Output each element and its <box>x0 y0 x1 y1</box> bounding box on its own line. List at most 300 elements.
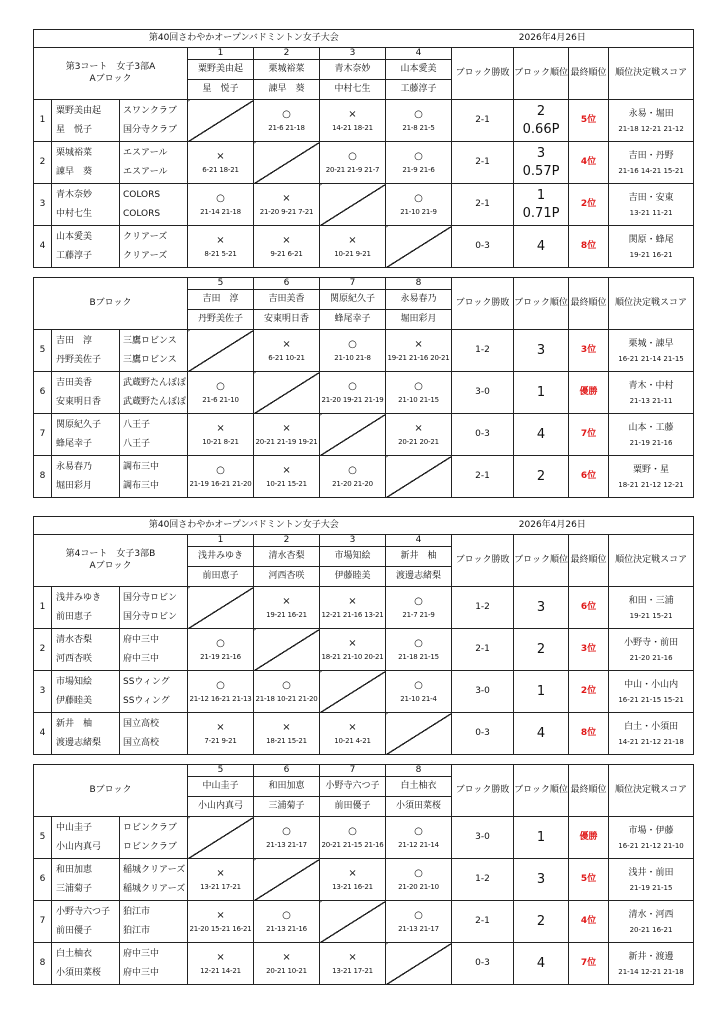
self-match-cell <box>188 100 254 142</box>
column-player-name: 浅井みゆき <box>197 551 243 562</box>
match-score: 21-9 21-6 <box>402 165 435 174</box>
win-mark: ○ <box>282 679 291 691</box>
match-score: 10-21 4-21 <box>334 736 371 745</box>
match-result-cell <box>188 901 254 943</box>
header-row-numbers <box>34 765 694 777</box>
block-rank <box>514 330 569 372</box>
column-number: 5 <box>188 278 254 290</box>
match-score: 21-20 21-20 <box>332 479 373 488</box>
playoff-game-scores: 21-19 21-15 <box>629 883 673 892</box>
player-name: 河西杏咲 <box>56 653 93 664</box>
final-rank: 4位 <box>569 901 609 943</box>
match-score: 21-19 21-16 <box>200 652 241 661</box>
match-score: 21-20 19-21 21-19 <box>321 395 384 404</box>
club-name: 府中三中 <box>123 634 160 645</box>
loss-mark: × <box>348 108 357 120</box>
player-name: 白土柚衣 <box>56 948 93 959</box>
block-win-loss: 2-1 <box>452 901 514 943</box>
pair-clubs <box>120 587 188 629</box>
playoff-game-scores: 18-21 21-12 12-21 <box>618 480 684 489</box>
playoff-opponent: 清水・河西 <box>628 909 674 920</box>
column-pair <box>254 290 320 330</box>
match-result-cell <box>320 330 386 372</box>
match-score: 21-12 21-14 <box>398 840 439 849</box>
player-name: 栗城裕菜 <box>56 147 93 158</box>
final-rank: 6位 <box>569 587 609 629</box>
club-name: 国分寺ロビン <box>123 592 178 603</box>
pair-names <box>52 100 120 142</box>
match-result-cell <box>386 901 452 943</box>
row-number: 3 <box>34 184 52 226</box>
club-name: スワンクラブ <box>123 105 177 116</box>
block-win-loss: 3-0 <box>452 817 514 859</box>
win-mark: ○ <box>216 380 225 392</box>
match-score: 21-10 21-8 <box>334 353 371 362</box>
player-name: 安東明日香 <box>56 396 102 407</box>
self-match-cell <box>254 142 320 184</box>
playoff-game-scores: 20-21 16-21 <box>629 925 673 934</box>
block-win-loss: 2-1 <box>452 629 514 671</box>
match-result-cell <box>320 142 386 184</box>
player-name: 星 悦子 <box>56 124 93 135</box>
loss-mark: × <box>216 951 225 963</box>
playoff-opponent: 吉田・安東 <box>628 192 674 203</box>
playoff-score-header: 順位決定戦スコア <box>609 48 694 100</box>
playoff-opponent: 新井・渡邊 <box>628 951 674 962</box>
playoff-score <box>609 456 694 498</box>
player-name: 吉田 淳 <box>56 335 93 346</box>
self-match-cell <box>188 817 254 859</box>
playoff-score <box>609 587 694 629</box>
loss-mark: × <box>282 595 291 607</box>
player-name: 前田恵子 <box>56 611 93 622</box>
self-match-cell <box>320 901 386 943</box>
playoff-score <box>609 943 694 985</box>
event-date: 2026年4月26日 <box>452 30 694 48</box>
column-player-name: 渡邊志緒梨 <box>386 566 451 586</box>
match-result-cell <box>254 713 320 755</box>
player-name: 山本愛美 <box>56 231 93 242</box>
column-player-name: 堀田彩月 <box>386 309 451 329</box>
rank-header: ブロック順位 <box>514 48 569 100</box>
pair-row <box>34 901 694 943</box>
match-score: 6-21 10-21 <box>268 353 305 362</box>
win-mark: ○ <box>216 464 225 476</box>
club-name: 府中三中 <box>123 653 160 664</box>
column-player-name: 安東明日香 <box>254 309 319 329</box>
playoff-score <box>609 330 694 372</box>
club-name: 狛江市 <box>123 925 151 936</box>
column-player-name: 関原紀久子 <box>330 294 376 305</box>
column-number: 1 <box>188 48 254 60</box>
playoff-game-scores: 19-21 16-21 <box>629 250 673 259</box>
block-rank <box>514 100 569 142</box>
loss-mark: × <box>348 721 357 733</box>
column-number: 2 <box>254 48 320 60</box>
club-name: COLORS <box>123 189 161 200</box>
player-name: 蜂尾幸子 <box>56 438 93 449</box>
match-result-cell <box>386 859 452 901</box>
playoff-game-scores: 16-21 21-15 15-21 <box>618 695 684 704</box>
pair-row <box>34 943 694 985</box>
final-rank: 優勝 <box>569 817 609 859</box>
block-rank-value: 2 <box>536 468 546 484</box>
playoff-game-scores: 21-13 21-11 <box>629 396 673 405</box>
win-mark: ○ <box>348 338 357 350</box>
self-match-cell <box>188 330 254 372</box>
pair-clubs <box>120 330 188 372</box>
player-name: 丹野美佐子 <box>56 354 102 365</box>
pair-names <box>52 372 120 414</box>
match-result-cell <box>386 142 452 184</box>
column-player-name: 丹野美佐子 <box>188 309 253 329</box>
court-title: 第4コート 女子3部B <box>65 549 156 560</box>
final-rank: 5位 <box>569 859 609 901</box>
win-mark: ○ <box>414 595 423 607</box>
pair-names <box>52 456 120 498</box>
player-name: 渡邊志緒梨 <box>56 737 102 748</box>
block-rank-value: 1 <box>536 187 546 203</box>
match-score: 21-6 21-10 <box>202 395 239 404</box>
win-mark: ○ <box>348 825 357 837</box>
club-name: COLORS <box>123 208 161 219</box>
self-match-cell <box>320 671 386 713</box>
block-title <box>34 535 188 587</box>
match-result-cell <box>254 330 320 372</box>
pair-names <box>52 943 120 985</box>
match-score: 21-19 16-21 21-20 <box>189 479 252 488</box>
match-score: 21-7 21-9 <box>402 610 435 619</box>
match-result-cell <box>188 859 254 901</box>
column-player-name: 栗城裕菜 <box>268 64 305 75</box>
final-rank: 8位 <box>569 713 609 755</box>
final-rank: 8位 <box>569 226 609 268</box>
club-name: 狛江市 <box>123 906 151 917</box>
club-name: 国立高校 <box>123 737 160 748</box>
playoff-game-scores: 21-14 12-21 21-18 <box>618 967 684 976</box>
block-win-loss: 3-0 <box>452 372 514 414</box>
row-number: 4 <box>34 713 52 755</box>
playoff-opponent: 吉田・丹野 <box>628 150 674 161</box>
rank-point: 0.71P <box>522 205 560 221</box>
match-result-cell <box>386 184 452 226</box>
playoff-opponent: 栗城・諌早 <box>628 338 674 349</box>
block-rank <box>514 226 569 268</box>
playoff-game-scores: 21-18 12-21 21-12 <box>618 124 684 133</box>
column-number: 2 <box>254 535 320 547</box>
player-name: 中山圭子 <box>56 822 93 833</box>
match-result-cell <box>386 414 452 456</box>
column-player-name: 永易春乃 <box>400 294 437 305</box>
header-row-numbers <box>34 535 694 547</box>
match-score: 21-10 21-15 <box>398 395 439 404</box>
loss-mark: × <box>348 637 357 649</box>
block-title <box>34 278 188 330</box>
match-result-cell <box>188 713 254 755</box>
row-number: 2 <box>34 142 52 184</box>
block-rank-value: 4 <box>536 955 546 971</box>
match-result-cell <box>188 142 254 184</box>
pair-names <box>52 226 120 268</box>
block-rank-value: 2 <box>536 103 546 119</box>
loss-mark: × <box>282 234 291 246</box>
playoff-game-scores: 16-21 21-12 21-10 <box>618 841 684 850</box>
column-player-name: 新井 柚 <box>400 551 437 562</box>
match-result-cell <box>188 414 254 456</box>
column-pair <box>320 60 386 100</box>
column-player-name: 中山圭子 <box>202 781 239 792</box>
block-rank <box>514 372 569 414</box>
row-number: 5 <box>34 817 52 859</box>
pair-clubs <box>120 671 188 713</box>
playoff-score <box>609 713 694 755</box>
win-mark: ○ <box>414 380 423 392</box>
player-name: 浅井みゆき <box>56 592 102 603</box>
playoff-score <box>609 100 694 142</box>
column-pair <box>320 777 386 817</box>
club-name: クリアーズ <box>123 250 168 261</box>
pair-names <box>52 859 120 901</box>
column-pair <box>320 290 386 330</box>
column-number: 5 <box>188 765 254 777</box>
match-score: 21-18 10-21 21-20 <box>255 694 318 703</box>
pair-row <box>34 817 694 859</box>
loss-mark: × <box>348 951 357 963</box>
column-pair <box>188 547 254 587</box>
win-mark: ○ <box>282 825 291 837</box>
match-result-cell <box>254 226 320 268</box>
pair-names <box>52 671 120 713</box>
rank-header: ブロック順位 <box>514 535 569 587</box>
final-rank: 7位 <box>569 943 609 985</box>
match-result-cell <box>386 629 452 671</box>
playoff-score-header: 順位決定戦スコア <box>609 535 694 587</box>
club-name: 八王子 <box>123 419 151 430</box>
column-player-name: 星 悦子 <box>188 79 253 99</box>
self-match-cell <box>386 943 452 985</box>
player-name: 小野寺六つ子 <box>56 906 111 917</box>
column-number: 7 <box>320 278 386 290</box>
match-result-cell <box>386 587 452 629</box>
final-rank: 7位 <box>569 414 609 456</box>
column-player-name: 粟野美由起 <box>197 64 243 75</box>
column-number: 6 <box>254 765 320 777</box>
column-number: 4 <box>386 48 452 60</box>
win-mark: ○ <box>216 637 225 649</box>
block-rank <box>514 629 569 671</box>
header-row-numbers <box>34 278 694 290</box>
pair-row <box>34 142 694 184</box>
club-name: SSウィング <box>123 676 170 687</box>
club-name: 三鷹ロビンス <box>123 354 177 365</box>
column-player-name: 前田優子 <box>320 796 385 816</box>
block-title <box>34 48 188 100</box>
self-match-cell <box>386 456 452 498</box>
win-mark: ○ <box>216 192 225 204</box>
pair-names <box>52 713 120 755</box>
loss-mark: × <box>348 234 357 246</box>
match-score: 21-13 21-17 <box>266 840 307 849</box>
match-result-cell <box>188 456 254 498</box>
block-table <box>33 516 694 755</box>
column-pair <box>386 777 452 817</box>
playoff-game-scores: 19-21 15-21 <box>629 611 673 620</box>
block-rank-value: 3 <box>536 599 546 615</box>
playoff-score <box>609 184 694 226</box>
player-name: 小須田菜桜 <box>56 967 102 978</box>
column-pair <box>254 547 320 587</box>
match-result-cell <box>254 100 320 142</box>
match-score: 21-14 21-18 <box>200 207 241 216</box>
match-result-cell <box>188 372 254 414</box>
match-score: 21-18 21-15 <box>398 652 439 661</box>
column-player-name: 青木奈妙 <box>334 64 371 75</box>
match-score: 21-10 21-4 <box>400 694 437 703</box>
match-result-cell <box>188 629 254 671</box>
block-win-loss: 0-3 <box>452 713 514 755</box>
player-name: 青木奈妙 <box>56 189 93 200</box>
self-match-cell <box>188 587 254 629</box>
row-number: 8 <box>34 456 52 498</box>
column-player-name: 市場知絵 <box>334 551 371 562</box>
pair-clubs <box>120 859 188 901</box>
club-name: 調布三中 <box>123 461 160 472</box>
row-number: 6 <box>34 372 52 414</box>
loss-mark: × <box>216 234 225 246</box>
playoff-opponent: 青木・中村 <box>628 380 674 391</box>
match-score: 21-13 21-16 <box>266 924 307 933</box>
playoff-opponent: 粟野・星 <box>633 464 670 475</box>
block-rank-value: 4 <box>536 725 546 741</box>
win-mark: ○ <box>414 637 423 649</box>
match-score: 18-21 21-10 20-21 <box>321 652 384 661</box>
block-table <box>33 277 694 498</box>
win-mark: ○ <box>414 909 423 921</box>
club-name: 武蔵野たんぽぽ <box>123 396 187 407</box>
win-mark: ○ <box>348 150 357 162</box>
block-win-loss: 1-2 <box>452 859 514 901</box>
match-score: 13-21 16-21 <box>332 882 373 891</box>
block-rank <box>514 713 569 755</box>
playoff-game-scores: 21-16 14-21 15-21 <box>618 166 684 175</box>
column-player-name: 工藤淳子 <box>386 79 451 99</box>
wl-header: ブロック勝敗 <box>452 278 514 330</box>
loss-mark: × <box>282 951 291 963</box>
self-match-cell <box>254 859 320 901</box>
pair-row <box>34 372 694 414</box>
column-player-name: 白土柚衣 <box>400 781 437 792</box>
club-name: 稲城クリアーズ <box>123 883 186 894</box>
match-result-cell <box>320 629 386 671</box>
win-mark: ○ <box>414 679 423 691</box>
event-date: 2026年4月26日 <box>452 517 694 535</box>
wl-header: ブロック勝敗 <box>452 48 514 100</box>
final-rank: 4位 <box>569 142 609 184</box>
pair-clubs <box>120 943 188 985</box>
club-name: 国分寺クラブ <box>123 124 178 135</box>
block-win-loss: 3-0 <box>452 671 514 713</box>
row-number: 6 <box>34 859 52 901</box>
club-name: エスアール <box>123 147 168 158</box>
playoff-opponent: 関原・蜂尾 <box>628 234 674 245</box>
match-result-cell <box>386 330 452 372</box>
win-mark: ○ <box>414 192 423 204</box>
match-score: 12-21 14-21 <box>200 966 241 975</box>
row-number: 7 <box>34 901 52 943</box>
match-result-cell <box>386 100 452 142</box>
column-player-name: 吉田 淳 <box>202 294 239 305</box>
block-rank <box>514 943 569 985</box>
block-rank-value: 3 <box>536 145 546 161</box>
block-rank-value: 3 <box>536 342 546 358</box>
pair-clubs <box>120 100 188 142</box>
player-name: 粟野美由起 <box>56 105 102 116</box>
match-score: 12-21 21-16 13-21 <box>321 610 384 619</box>
club-name: SSウィング <box>123 695 170 706</box>
playoff-score-header: 順位決定戦スコア <box>609 278 694 330</box>
win-mark: ○ <box>282 909 291 921</box>
pair-names <box>52 414 120 456</box>
match-result-cell <box>188 943 254 985</box>
block-title <box>34 765 188 817</box>
event-title: 第40回さわやかオープンバドミントン女子大会 <box>34 30 452 48</box>
playoff-score <box>609 414 694 456</box>
block-rank-value: 4 <box>536 426 546 442</box>
court-title: 第3コート 女子3部A <box>65 62 156 73</box>
pair-names <box>52 817 120 859</box>
column-player-name: 清水杏梨 <box>268 551 305 562</box>
player-name: 三浦菊子 <box>56 883 93 894</box>
playoff-score <box>609 671 694 713</box>
match-result-cell <box>320 100 386 142</box>
playoff-opponent: 市場・伊藤 <box>628 825 674 836</box>
match-score: 6-21 18-21 <box>202 165 239 174</box>
final-rank-header: 最終順位 <box>569 535 609 587</box>
column-pair <box>254 777 320 817</box>
playoff-opponent: 永易・堀田 <box>628 108 674 119</box>
rank-point: 0.66P <box>522 121 560 137</box>
pair-names <box>52 587 120 629</box>
final-rank-header: 最終順位 <box>569 765 609 817</box>
column-player-name: 和田加恵 <box>268 781 305 792</box>
player-name: 吉田美香 <box>56 377 93 388</box>
match-result-cell <box>386 817 452 859</box>
pair-clubs <box>120 901 188 943</box>
row-number: 1 <box>34 100 52 142</box>
block-win-loss: 2-1 <box>452 100 514 142</box>
column-player-name: 吉田美香 <box>268 294 305 305</box>
block-rank-value: 4 <box>536 238 546 254</box>
block-rank-value: 1 <box>536 683 546 699</box>
playoff-opponent: 和田・三浦 <box>628 595 674 606</box>
column-player-name: 前田恵子 <box>188 566 253 586</box>
player-name: 新井 柚 <box>56 718 93 729</box>
match-score: 21-8 21-5 <box>402 123 435 132</box>
player-name: 伊藤睦美 <box>56 695 93 706</box>
playoff-opponent: 山本・工藤 <box>628 422 674 433</box>
playoff-game-scores: 13-21 11-21 <box>629 208 673 217</box>
column-player-name: 諌早 葵 <box>254 79 319 99</box>
pair-clubs <box>120 629 188 671</box>
match-score: 8-21 5-21 <box>204 249 237 258</box>
loss-mark: × <box>216 422 225 434</box>
match-score: 13-21 17-21 <box>200 882 241 891</box>
column-pair <box>188 290 254 330</box>
column-number: 8 <box>386 765 452 777</box>
loss-mark: × <box>282 338 291 350</box>
match-result-cell <box>320 372 386 414</box>
block-rank <box>514 142 569 184</box>
